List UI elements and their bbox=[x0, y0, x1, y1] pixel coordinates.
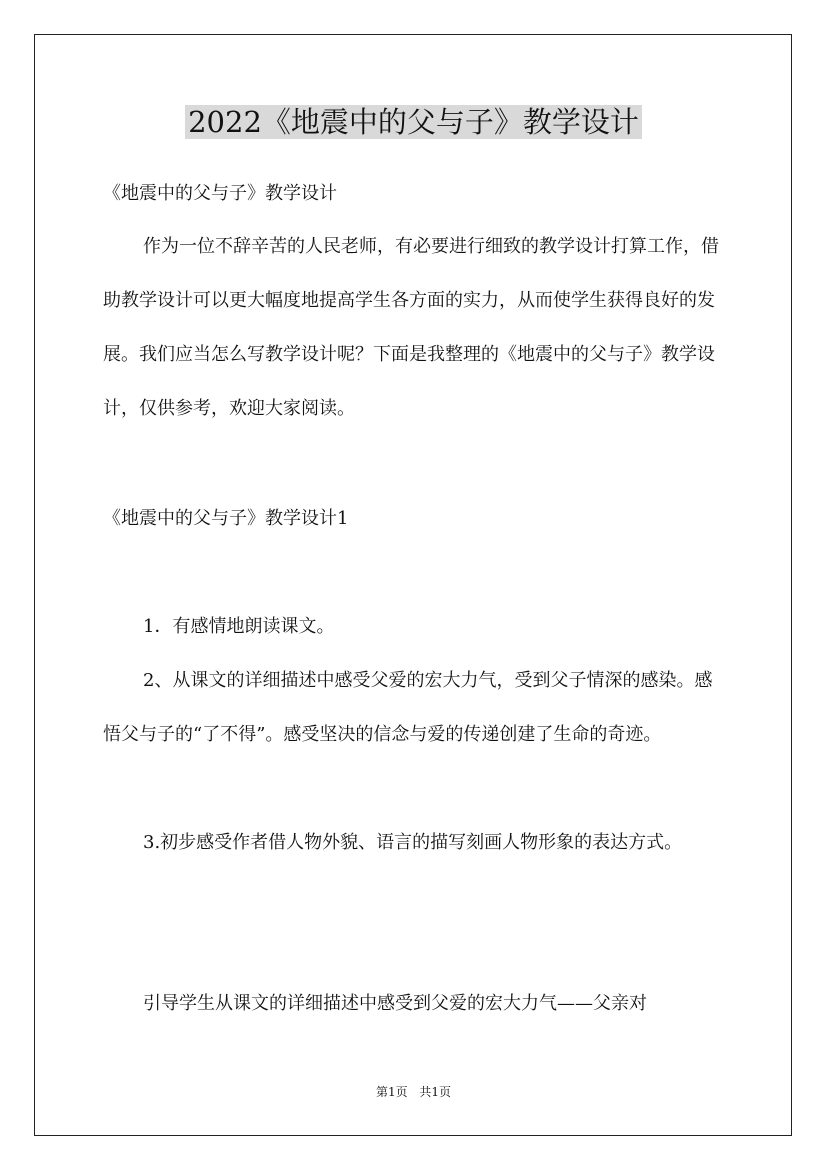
goal-item-2: 2、从课文的详细描述中感受父爱的宏大力气，受到父子情深的感染。感悟父与子的“了不得”。感受坚决的信念与爱的传递创建了生命的奇迹。 bbox=[103, 670, 713, 745]
page-number-total: 共1页 bbox=[419, 1085, 452, 1099]
document-title bbox=[0, 103, 827, 141]
page-footer bbox=[0, 1084, 827, 1100]
intro-paragraph: 作为一位不辞辛苦的人民老师，有必要进行细致的教学设计打算工作，借助教学设计可以更大幅度地提高学生各方面的实力，从而使学生获得良好的发展。我们应当怎么写教学设计呢？下面是我整理的《地震中的父与子》教学设计，仅供参考，欢迎大家阅读。 bbox=[103, 236, 719, 419]
body-paragraph: 引导学生从课文的详细描述中感受到父爱的宏大力气——父亲对 bbox=[143, 993, 647, 1014]
section-heading: 《地震中的父与子》教学设计1 bbox=[103, 508, 349, 529]
document-subtitle: 《地震中的父与子》教学设计 bbox=[103, 183, 337, 204]
page-number-current: 第1页 bbox=[375, 1085, 408, 1099]
document-title-text: 2022《地震中的父与子》教学设计 bbox=[185, 105, 642, 139]
goal-item-1: 1．有感情地朗读课文。 bbox=[143, 616, 335, 637]
goal-item-3: 3.初步感受作者借人物外貌、语言的描写刻画人物形象的表达方式。 bbox=[143, 832, 683, 853]
